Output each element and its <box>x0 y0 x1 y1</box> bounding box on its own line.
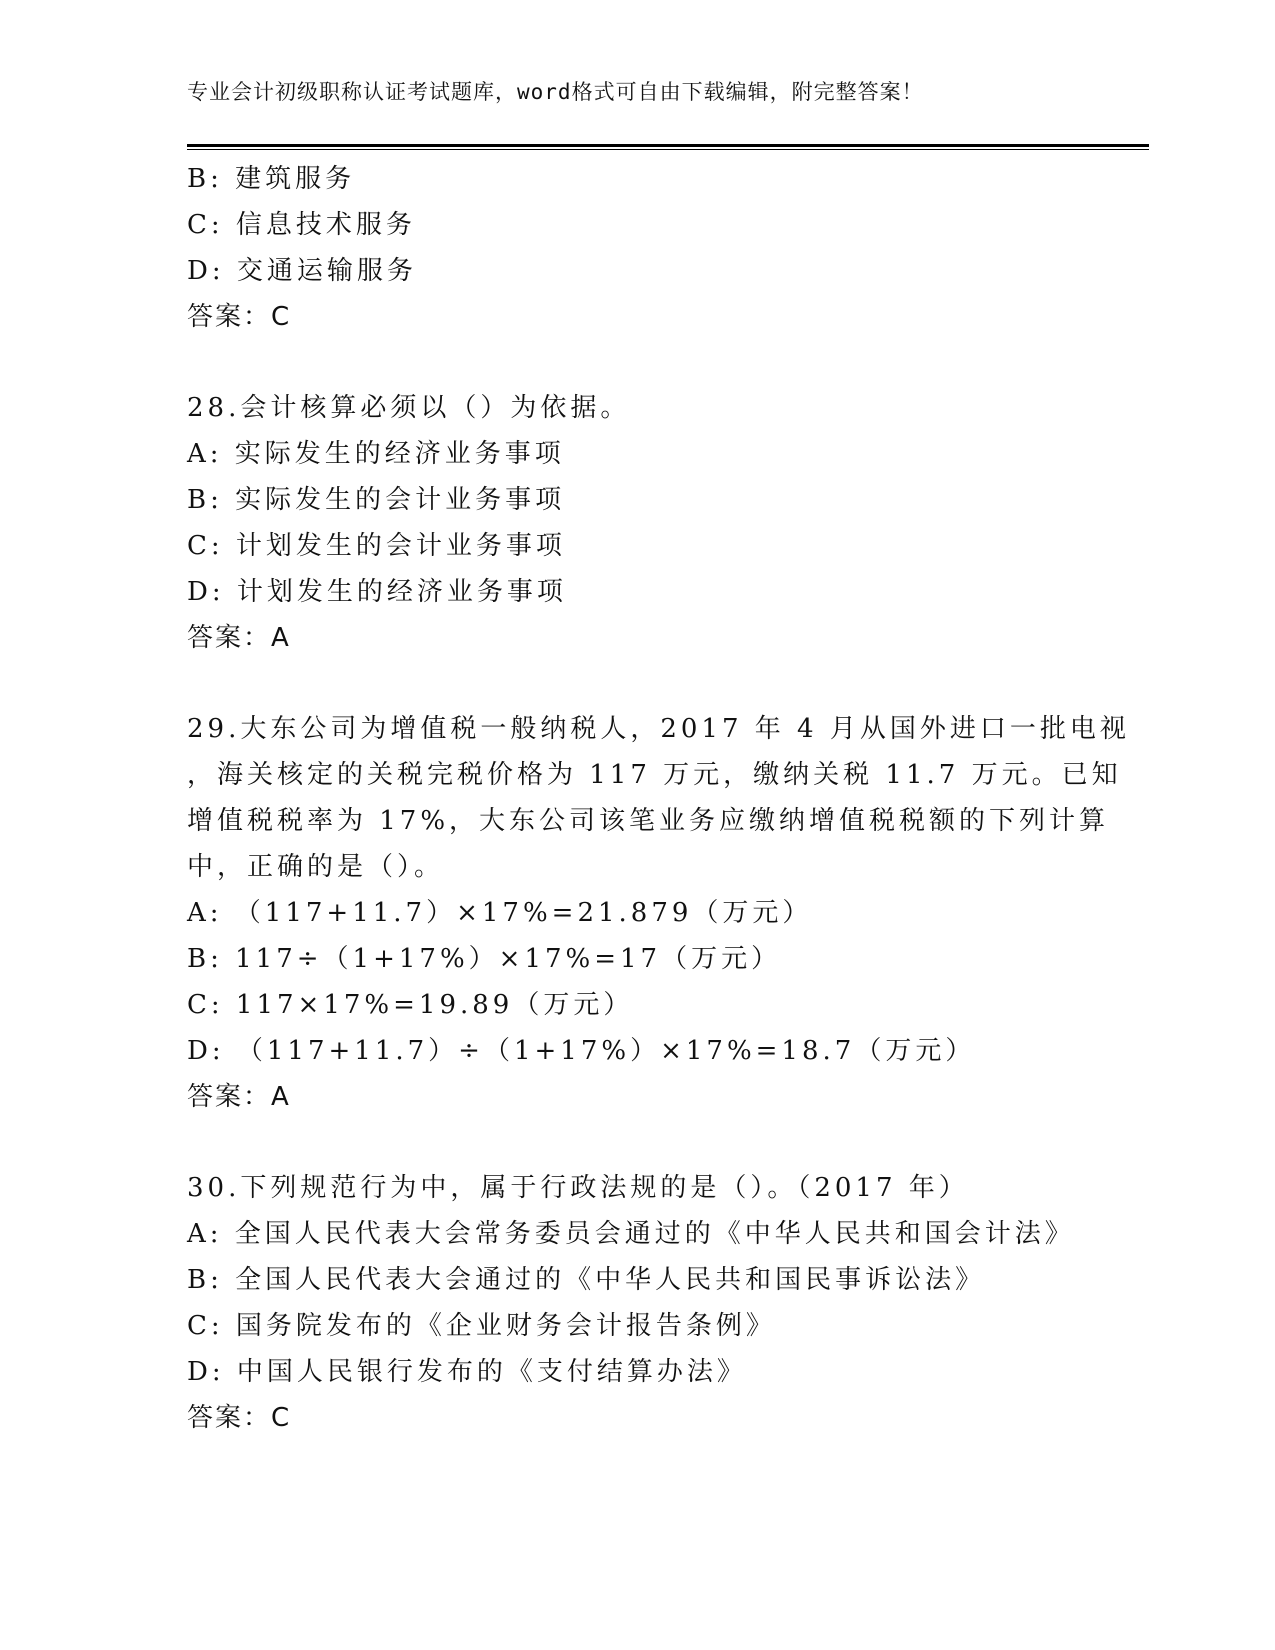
option-c: C: 计划发生的会计业务事项 <box>187 531 566 561</box>
spacer <box>187 340 1087 385</box>
option-b: B: 建筑服务 <box>187 164 356 194</box>
answer-line: 答案：C <box>187 1403 292 1433</box>
page-header: 专业会计初级职称认证考试题库，word格式可自由下载编辑，附完整答案！ <box>187 80 924 104</box>
option-a: A: 实际发生的经济业务事项 <box>187 439 565 469</box>
stem-line: 30.下列规范行为中，属于行政法规的是（）。（2017 年） <box>187 1173 969 1203</box>
answer-line: 答案：A <box>187 1082 291 1112</box>
answer-line: 答案：A <box>187 623 291 653</box>
option-d: D: 计划发生的经济业务事项 <box>187 577 567 607</box>
option-a: A: （117+11.7）×17%=21.879（万元） <box>187 898 813 928</box>
question-29 <box>187 706 1130 1120</box>
option-c: C: 国务院发布的《企业财务会计报告条例》 <box>187 1311 776 1341</box>
question-27-tail <box>187 156 1087 340</box>
answer-line: 答案：C <box>187 302 292 332</box>
stem-line: 28.会计核算必须以（）为依据。 <box>187 393 631 423</box>
option-b: B: 实际发生的会计业务事项 <box>187 485 566 515</box>
option-b: B: 全国人民代表大会通过的《中华人民共和国民事诉讼法》 <box>187 1265 986 1295</box>
document-body <box>187 156 1130 1441</box>
option-b: B: 117÷（1+17%）×17%=17（万元） <box>187 944 782 974</box>
question-30 <box>187 1165 1087 1441</box>
option-d: D: 中国人民银行发布的《支付结算办法》 <box>187 1357 747 1387</box>
option-c: C: 117×17%=19.89（万元） <box>187 990 634 1020</box>
spacer <box>187 661 1087 706</box>
question-stem <box>187 1165 1087 1211</box>
question-stem <box>187 706 1130 890</box>
stem-line: ，海关核定的关税完税价格为 117 万元，缴纳关税 11.7 万元。已知 <box>187 760 1122 790</box>
option-d: D: 交通运输服务 <box>187 256 417 286</box>
question-stem <box>187 385 1087 431</box>
question-28 <box>187 385 1087 661</box>
stem-line: 增值税税率为 17%，大东公司该笔业务应缴纳增值税税额的下列计算 <box>187 806 1110 836</box>
option-c: C: 信息技术服务 <box>187 210 416 240</box>
stem-line: 中，正确的是（）。 <box>187 852 445 882</box>
spacer <box>187 1120 1087 1165</box>
option-a: A: 全国人民代表大会常务委员会通过的《中华人民共和国会计法》 <box>187 1219 1075 1249</box>
option-d: D: （117+11.7）÷（1+17%）×17%=18.7（万元） <box>187 1036 976 1066</box>
header-rule <box>187 144 1149 150</box>
stem-line: 29.大东公司为增值税一般纳税人，2017 年 4 月从国外进口一批电视 <box>187 714 1130 744</box>
